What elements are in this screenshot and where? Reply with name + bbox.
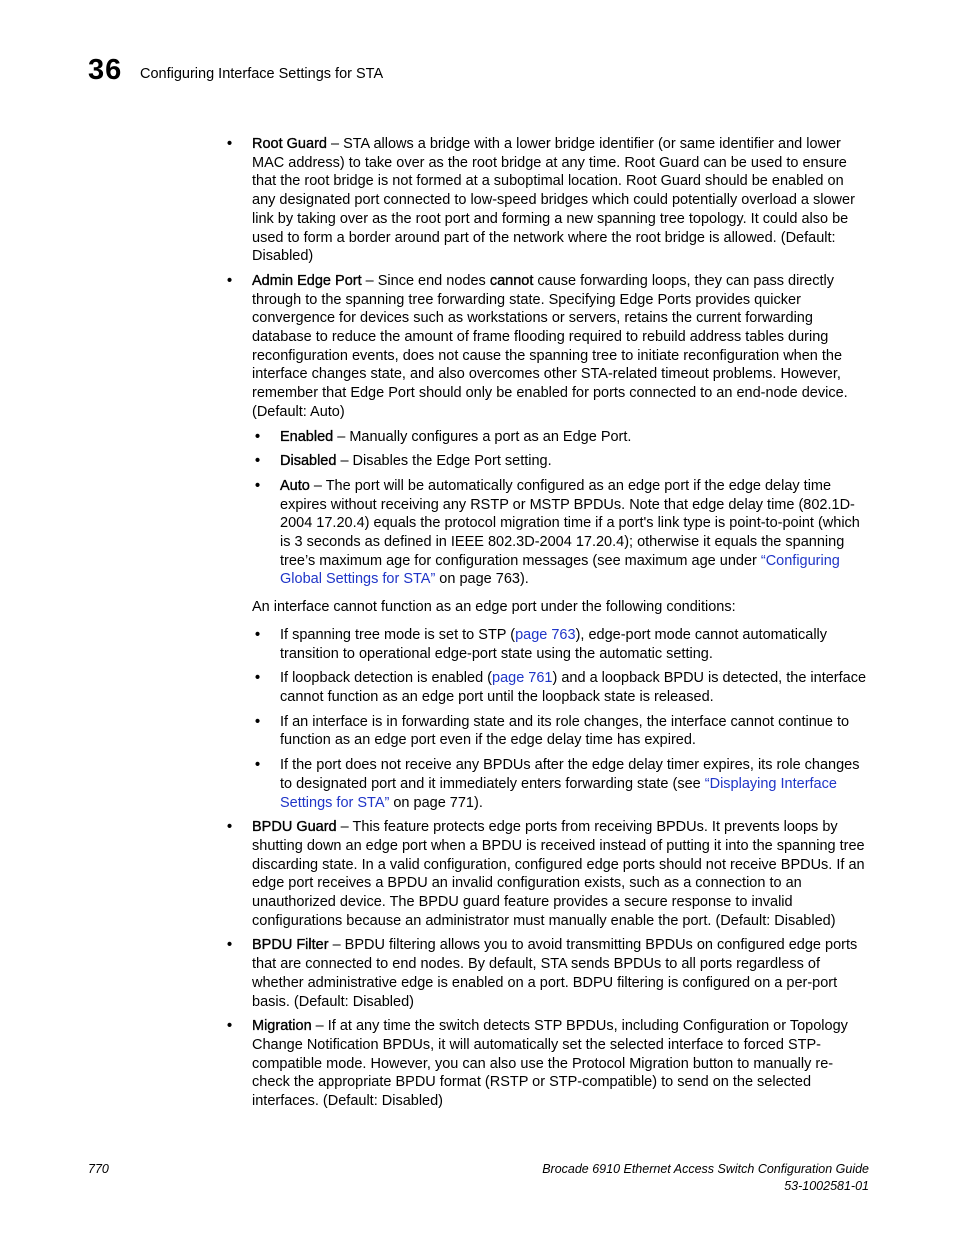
bullet-icon: •: [255, 477, 261, 494]
condition-text-a: If loopback detection is enabled (: [280, 670, 492, 687]
edge-port-options: [252, 428, 869, 590]
footer-doc-info: [542, 1161, 869, 1195]
root-guard-description: – STA allows a bridge with a lower bridge identifier (or same identifier and lower MAC address) to take over as the root bridge at any time. Root Guard can be used to ensure that the root bridge is not formed at a suboptimal location. Root Guard should be enabled on any designated port connected to low-speed bridges which could potentially overload a slower link by taking over as the root port and forming a new spanning tree topology. It could also be used to form a border around part of the network where the root bridge is allowed. (Default: Disabled): [252, 136, 855, 265]
condition-loopback: [252, 669, 869, 706]
admin-edge-description-a: – Since end nodes: [361, 272, 490, 289]
auto-description: – The port will be automatically configured as an edge port if the edge delay time expires without receiving any RSTP or MSTP BPDUs. Note that edge delay time (802.1D-2004 17.20.4) equals the protocol migration time if a port's link type is point-to-point (which is 3 seconds as defined in IEEE 802.3D-2004 17.20.4); otherwise it equals the spanning tree’s maximum age for configuration messages (see maximum age under: [280, 477, 860, 569]
bullet-icon: •: [227, 136, 233, 152]
term-bpdu-guard: BPDU Guard: [252, 819, 337, 836]
term-root-guard: Root Guard: [252, 136, 327, 152]
condition-text-a: If the port does not receive any BPDUs after the edge delay timer expires, its role changes to designated port and it immediately enters forwarding state (see: [280, 757, 860, 792]
bullet-icon: •: [255, 757, 261, 774]
bullet-icon: •: [255, 428, 261, 445]
bullet-icon: •: [255, 453, 261, 470]
page-content: [224, 135, 869, 1117]
admin-edge-description-b: cause forwarding loops, they can pass directly through to the spanning tree forwarding state. Specifying Edge Ports provides quicker convergence for devices such as workstations or servers, retains the current forwarding database to reduce the amount of frame flooding required to rebuild address tables during reconfiguration events, does not cause the spanning tree to initiate reconfiguration when the interface changes state, and also overcomes other STA-related timeout problems. However, remember that Edge Port should only be enabled for ports connected to an end-node device. (Default: Auto): [252, 272, 848, 420]
condition-text-b: ) and a loopback BPDU is detected, the interface cannot function as an edge port until the loopback state is released.: [280, 670, 867, 705]
migration-description: – If at any time the switch detects STP BPDUs, including Configuration or Topology Change Notification BPDUs, it will automatically set the selected interface to forced STP-compatible mode. However, you can also use the Protocol Migration button to manually re-check the appropriate BPDU format (RSTP or STP-compatible) to send on the selected interfaces. (Default: Disabled): [252, 1018, 848, 1110]
bullet-icon: •: [255, 626, 261, 643]
bpdu-guard-description: – This feature protects edge ports from receiving BPDUs. It prevents loops by shutting down an edge port when a BPDU is received instead of putting it into the spanning tree discarding state. In a valid configuration, configured edge ports should not receive BPDUs. If an edge port receives a BPDU an invalid configuration exists, such as a connection to an unauthorized device. The BPDU guard feature provides a secure response to invalid configurations because an administrator must manually enable the port. (Default: Disabled): [252, 819, 865, 929]
conditions-intro: An interface cannot function as an edge port under the following conditions:: [252, 599, 736, 616]
condition-no-bpdus: [252, 756, 869, 812]
disabled-description: – Disables the Edge Port setting.: [336, 453, 552, 470]
footer-doc-number: 53-1002581-01: [784, 1179, 869, 1193]
link-displaying-interface-settings[interactable]: “Displaying Interface Settings for STA”: [280, 775, 837, 811]
footer-guide-title: Brocade 6910 Ethernet Access Switch Configuration Guide: [542, 1162, 869, 1176]
chapter-number: 36: [88, 54, 123, 86]
section-title: Configuring Interface Settings for STA: [140, 66, 384, 82]
condition-role-change: [252, 713, 869, 750]
term-migration: Migration: [252, 1018, 312, 1035]
bpdu-filter-description: – BPDU filtering allows you to avoid transmitting BPDUs on configured edge ports that are connected to end nodes. By default, STA sends BPDUs to all ports regardless of whether administrative edge is enabled on a port. BDPU filtering is configured on a per-port basis. (Default: Disabled): [252, 937, 858, 1010]
term-bpdu-filter: BPDU Filter: [252, 937, 329, 954]
term-enabled: Enabled: [280, 428, 334, 445]
condition-stp-mode: [252, 626, 869, 663]
term-auto: Auto: [280, 477, 310, 494]
term-disabled: Disabled: [280, 453, 337, 470]
bullet-bpdu-guard: [224, 818, 869, 930]
link-page-761[interactable]: page 761: [492, 670, 553, 687]
bullet-root-guard: [224, 135, 869, 266]
sub-bullet-enabled: [252, 428, 869, 447]
bullet-icon: •: [227, 819, 233, 836]
bullet-icon: •: [227, 937, 233, 954]
bullet-icon: •: [255, 670, 261, 687]
term-admin-edge-port: Admin Edge Port: [252, 272, 362, 289]
bullet-bpdu-filter: [224, 936, 869, 1011]
sub-bullet-disabled: [252, 452, 869, 471]
footer-page-number: 770: [88, 1162, 109, 1176]
auto-description-tail: on page 763).: [435, 571, 529, 588]
bullet-admin-edge-port: [224, 272, 869, 422]
condition-text-b: ), edge-port mode cannot automatically transition to operational edge-port state using the automatic setting.: [280, 626, 828, 662]
bullet-icon: •: [227, 1018, 233, 1035]
link-page-763[interactable]: page 763: [515, 626, 576, 643]
sub-bullet-auto: [252, 477, 869, 589]
condition-text-a: If spanning tree mode is set to STP (: [280, 626, 516, 643]
bullet-icon: •: [255, 713, 261, 730]
bullet-migration: [224, 1017, 869, 1111]
link-configuring-global-settings[interactable]: “Configuring Global Settings for STA”: [280, 552, 840, 588]
enabled-description: – Manually configures a port as an Edge Port.: [333, 428, 632, 445]
edge-port-conditions: [252, 626, 869, 812]
term-cannot: cannot: [489, 272, 534, 289]
bullet-icon: •: [227, 272, 233, 289]
condition-text-b: on page 771).: [389, 794, 483, 811]
condition-text: If an interface is in forwarding state and its role changes, the interface cannot continue to function as an edge port even if the edge delay time has expired.: [280, 713, 850, 749]
